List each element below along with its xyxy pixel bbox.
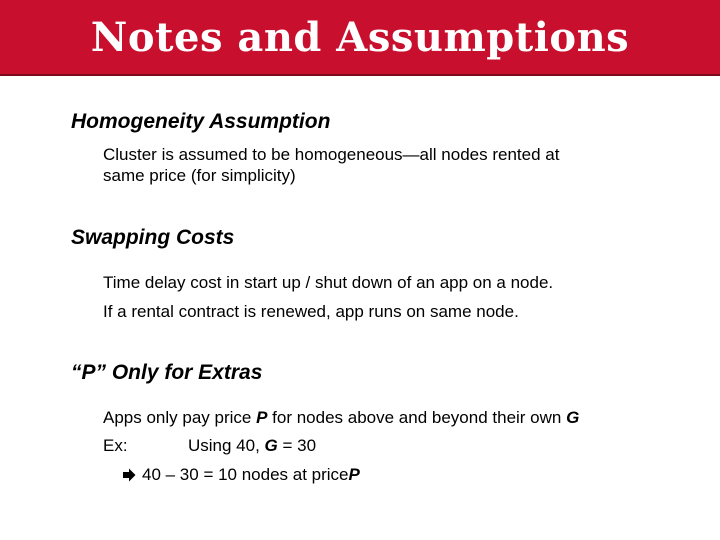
swapping-line-2: If a rental contract is renewed, app runs on same node. — [103, 302, 519, 321]
result-var-p: P — [348, 465, 360, 484]
extras-line-1-text-b: for nodes above and beyond their own — [267, 408, 567, 427]
example-value — [188, 436, 316, 456]
swapping-line-1: Time delay cost in start up / shut down of an app on a node. — [103, 273, 554, 292]
example-using-text: Using 40, — [188, 436, 265, 455]
title-bar — [0, 0, 720, 76]
extras-line-1-text-a: Apps only pay price — [103, 408, 257, 427]
right-arrow-icon — [122, 468, 136, 482]
heading-p-only-for-extras: “P” Only for Extras — [71, 361, 263, 384]
example-var-g: G — [264, 436, 278, 455]
extras-line-1 — [103, 408, 579, 428]
extras-line-1-var-p: P — [256, 408, 268, 427]
result-text: 40 – 30 = 10 nodes at price — [142, 465, 349, 484]
heading-homogeneity: Homogeneity Assumption — [71, 110, 331, 133]
example-equals-text: = 30 — [277, 436, 317, 455]
example-label: Ex: — [103, 436, 128, 455]
homogeneity-line-1: Cluster is assumed to be homogeneous—all nodes rented at — [103, 145, 560, 164]
extras-line-1-var-g: G — [566, 408, 580, 427]
result-line — [122, 465, 360, 485]
slide-title: Notes and Assumptions — [90, 13, 630, 61]
homogeneity-line-2: same price (for simplicity) — [103, 166, 296, 185]
heading-swapping-costs: Swapping Costs — [71, 226, 235, 249]
